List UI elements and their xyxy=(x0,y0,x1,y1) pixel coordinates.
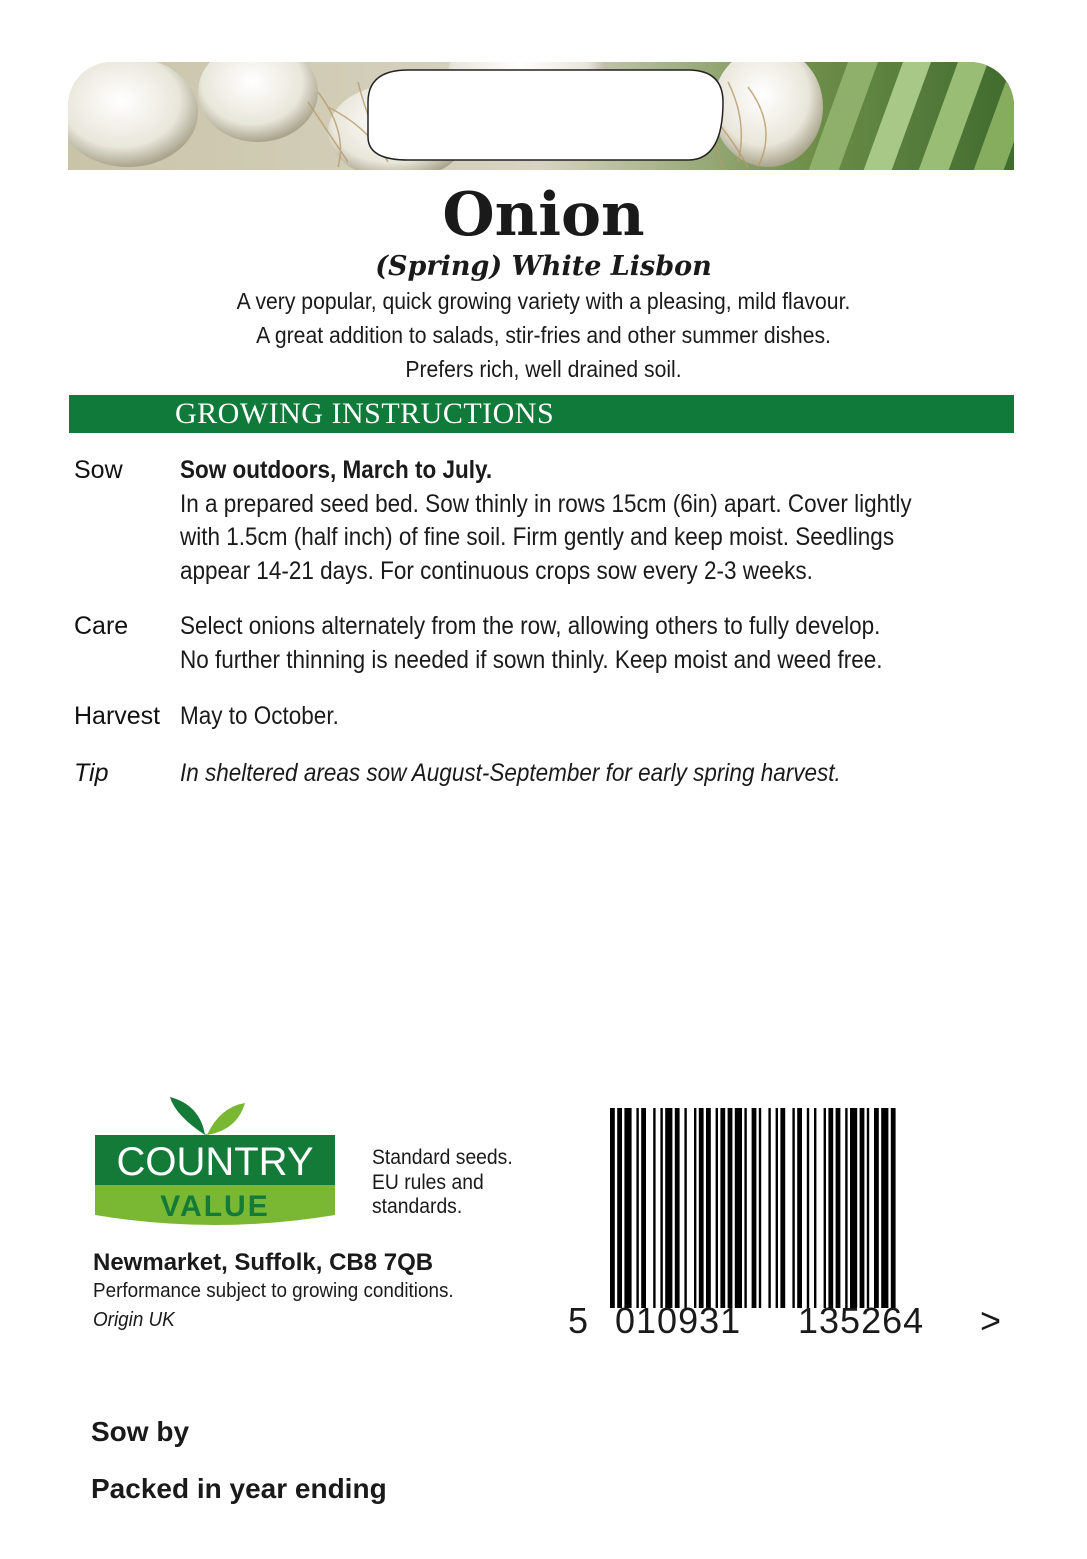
address: Newmarket, Suffolk, CB8 7QB xyxy=(93,1249,434,1276)
hang-hole xyxy=(368,70,723,160)
barcode-bar xyxy=(797,1108,802,1308)
standards-line: Standard seeds. xyxy=(372,1146,513,1169)
standards-note xyxy=(372,1146,513,1220)
barcode xyxy=(600,1108,990,1308)
tip-label: Tip xyxy=(74,759,109,787)
packed-year-label: Packed in year ending xyxy=(91,1473,387,1504)
barcode-bar xyxy=(836,1108,841,1308)
barcode-bar xyxy=(610,1108,615,1308)
barcode-bar xyxy=(867,1108,869,1308)
sow-line: In a prepared seed bed. Sow thinly in rows 15cm (6in) apart. Cover lightly xyxy=(180,489,912,518)
barcode-bar xyxy=(891,1108,896,1308)
barcode-bar xyxy=(752,1108,757,1308)
onion-photo xyxy=(68,62,1014,170)
care-label: Care xyxy=(74,612,129,640)
barcode-bar xyxy=(660,1108,662,1308)
barcode-bar xyxy=(684,1108,686,1308)
sow-line: appear 14-21 days. For continuous crops sow every 2-3 weeks. xyxy=(180,556,813,585)
barcode-bar xyxy=(694,1108,696,1308)
variety-subtitle: (Spring) White Lisbon xyxy=(375,251,712,282)
origin-note: Origin UK xyxy=(93,1308,175,1331)
performance-note: Performance subject to growing conditions. xyxy=(93,1279,454,1302)
standards-line: EU rules and xyxy=(372,1170,484,1194)
barcode-bar xyxy=(780,1108,785,1308)
barcode-bar xyxy=(624,1108,631,1308)
barcode-bar xyxy=(792,1108,794,1308)
logo-value-text: VALUE xyxy=(160,1190,270,1223)
barcode-bar xyxy=(860,1108,865,1308)
care-line: No further thinning is needed if sown thinly. Keep moist and weed free. xyxy=(180,645,883,674)
growing-instructions-band xyxy=(69,395,1014,433)
barcode-bar xyxy=(665,1108,672,1308)
barcode-bar xyxy=(735,1108,742,1308)
sow-lead: Sow outdoors, March to July. xyxy=(180,456,493,484)
barcode-bar xyxy=(828,1108,833,1308)
care-line: Select onions alternately from the row, allowing others to fully develop. xyxy=(180,612,881,640)
barcode-bar xyxy=(776,1108,778,1308)
barcode-bar xyxy=(759,1108,761,1308)
barcode-bar xyxy=(706,1108,711,1308)
barcode-bar xyxy=(728,1108,733,1308)
barcode-bar xyxy=(824,1108,826,1308)
barcode-first-digit: 5 xyxy=(568,1300,590,1341)
barcode-bar xyxy=(720,1108,725,1308)
barcode-bar xyxy=(768,1108,770,1308)
barcode-bar xyxy=(641,1108,646,1308)
growing-instructions-heading: GROWING INSTRUCTIONS xyxy=(175,397,555,430)
product-description xyxy=(54,284,1032,386)
sow-by-label: Sow by xyxy=(91,1416,190,1447)
barcode-bar xyxy=(874,1108,879,1308)
barcode-right-group: 135264 xyxy=(798,1300,925,1341)
barcode-bar xyxy=(807,1108,809,1308)
description-line: A very popular, quick growing variety with a pleasing, mild flavour. xyxy=(236,288,851,314)
barcode-bar xyxy=(845,1108,847,1308)
barcode-bar xyxy=(636,1108,638,1308)
harvest-text: May to October. xyxy=(180,702,339,730)
logo-country-text: COUNTRY xyxy=(116,1140,314,1184)
barcode-bar xyxy=(850,1108,857,1308)
barcode-left-group: 010931 xyxy=(615,1300,742,1341)
barcode-bar xyxy=(744,1108,746,1308)
barcode-bar xyxy=(716,1108,718,1308)
barcode-bar xyxy=(617,1108,622,1308)
barcode-bar xyxy=(881,1108,888,1308)
standards-line: standards. xyxy=(372,1195,463,1218)
barcode-bar xyxy=(814,1108,816,1308)
description-line: A great addition to salads, stir-fries and other summer dishes. xyxy=(256,322,831,348)
product-title: Onion xyxy=(442,180,645,250)
onion-photo-banner xyxy=(68,62,1014,170)
sow-line: with 1.5cm (half inch) of fine soil. Firm gently and keep moist. Seedlings xyxy=(180,523,895,551)
barcode-bar xyxy=(675,1108,680,1308)
harvest-label: Harvest xyxy=(74,702,161,730)
barcode-bar xyxy=(653,1108,655,1308)
country-value-logo xyxy=(95,1095,335,1225)
sow-label: Sow xyxy=(74,456,123,484)
barcode-end-marker: > xyxy=(980,1300,1003,1341)
tip-text: In sheltered areas sow August-September for early spring harvest. xyxy=(180,759,841,787)
barcode-bar xyxy=(699,1108,704,1308)
description-line: Prefers rich, well drained soil. xyxy=(405,356,682,382)
